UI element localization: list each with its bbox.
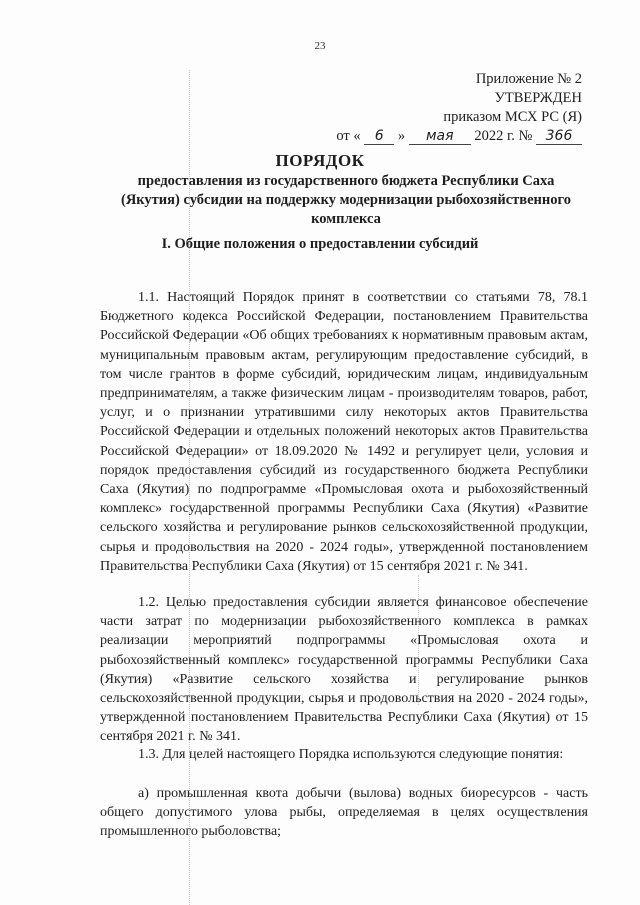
handwritten-day: 6 [364, 129, 394, 145]
approval-block [336, 70, 582, 146]
handwritten-month: мая [409, 129, 471, 145]
paragraph-1-1 [100, 288, 588, 576]
document-title: ПОРЯДОК [275, 151, 365, 170]
page-number: 23 [314, 40, 326, 52]
approved-label: УТВЕРЖДЕН [494, 90, 582, 106]
date-prefix: от « [336, 128, 361, 144]
order-label: приказом МСХ РС (Я) [443, 109, 582, 125]
order-year: 2022 г. № [474, 128, 533, 144]
date-mid: » [397, 128, 406, 144]
paragraph-1-3 [100, 745, 588, 764]
paragraph-text: 1.2. Целью предоставления субсидии является финансовое обеспечение части затрат по модернизации рыбохозяйственного комплекса в рамках реализации мероприятий подпрограммы «Промысловая охота и рыбохозяйственный комплекс» государственной программы Республики Саха (Якутия) «Развитие сельского хозяйства и регулирование рынков сельскохозяйственной продукции, сырья и продовольствия на 2020 - 2024 годы», утвержденной постановлением Правительства Республики Саха (Якутия) от 15 сентября 2021 г. № 341. [100, 595, 588, 745]
paragraph-text: а) промышленная квота добычи (вылова) водных биоресурсов - часть общего допустимого улова рыбы, определяемая в целях осуществления промышленного рыболовства; [100, 786, 588, 840]
document-subtitle: предоставления из государственного бюджета Республики Саха (Якутия) субсидии на поддержку модернизации рыбохозяйственного комплекса [120, 173, 571, 227]
handwritten-number: 366 [536, 129, 582, 145]
order-date-line [336, 127, 582, 146]
paragraph-text: 1.3. Для целей настоящего Порядка используются следующие понятия: [138, 747, 564, 762]
paragraph-1-2 [100, 593, 588, 747]
paragraph-text: 1.1. Настоящий Порядок принят в соответствии со статьями 78, 78.1 Бюджетного кодекса Российской Федерации, постановлением Правительства Российской Федерации «Об общих требованиях к нормативным правовым актам, муниципальным правовым актам, регулирующим предоставление субсидий, в том числе грантов в форме субсидий, юридическим лицам, индивидуальным предпринимателям, а также физическим лицам - производителям товаров, работ, услуг, и о признании утратившими силу некоторых актов Правительства Российской Федерации и отдельных положений некоторых актов Правительства Российской Федерации» от 18.09.2020 № 1492 и регулирует цели, условия и порядок предоставления субсидий из государственного бюджета Республики Саха (Якутия) по подпрограмме «Промысловая охота и рыбохозяйственный комплекс» государственной программы Республики Саха (Якутия) «Развитие сельского хозяйства и регулирование рынков сельскохозяйственной продукции, сырья и продовольствия на 2020 - 2024 годы», утвержденной постановлением Правительства Республики Саха (Якутия) от 15 сентября 2021 г. № 341. [100, 290, 588, 574]
appendix-label: Приложение № 2 [475, 71, 582, 87]
section-heading: I. Общие положения о предоставлении субсидий [161, 236, 479, 252]
paragraph-a [100, 784, 588, 842]
